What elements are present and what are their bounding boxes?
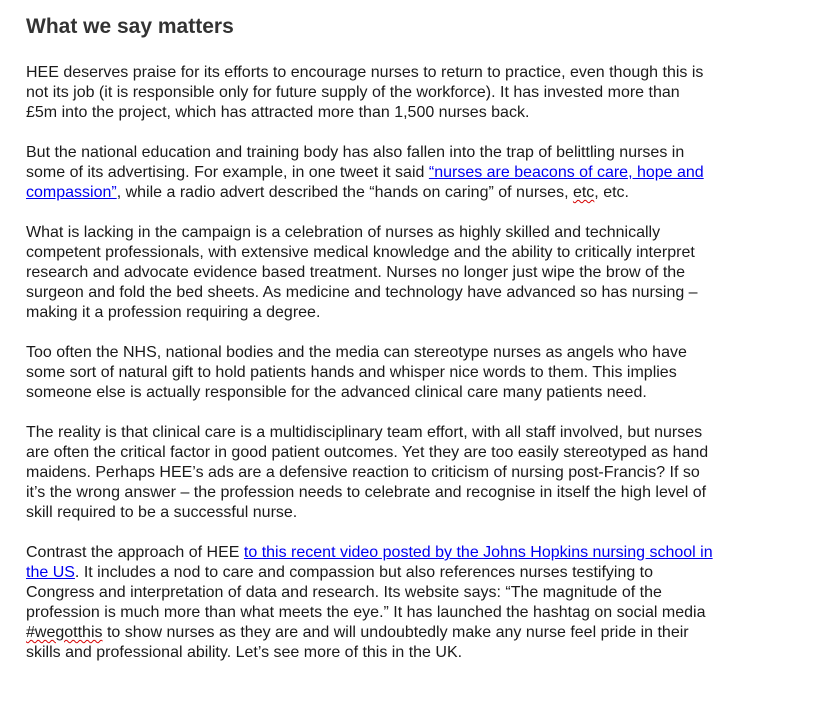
text-run: . It includes a nod to care and compassion but also references nurses testifying to <box>74 564 654 581</box>
text-run: some of its advertising. For example, in one tweet it said <box>26 164 429 181</box>
paragraph-line: skills and professional ability. Let’s see more of this in the UK. <box>26 644 463 661</box>
paragraph-1 <box>26 63 796 123</box>
paragraph-line: someone else is actually responsible for the advanced clinical care many patients need. <box>26 384 647 401</box>
johns-hopkins-video-link[interactable]: to this recent video posted by the Johns Hopkins nursing school in <box>243 544 713 561</box>
paragraph-line: £5m into the project, which has attracted more than 1,500 nurses back. <box>26 104 530 121</box>
paragraph-line: are often the critical factor in good patient outcomes. Yet they are too easily stereotyped as hand <box>26 444 709 461</box>
paragraph-line: Too often the NHS, national bodies and the media can stereotype nurses as angels who have <box>26 344 687 361</box>
paragraph-line <box>26 163 796 183</box>
paragraph-2 <box>26 143 796 203</box>
paragraph-line <box>26 183 796 203</box>
paragraph-3 <box>26 223 796 323</box>
page-title: What we say matters <box>26 15 234 38</box>
paragraph-line <box>26 543 796 563</box>
johns-hopkins-video-link-cont[interactable]: the US <box>26 564 75 581</box>
paragraph-line: competent professionals, with extensive medical knowledge and the ability to critically interpret <box>26 244 695 261</box>
paragraph-line: research and advocate evidence based treatment. Nurses no longer just wipe the brow of the <box>26 264 686 281</box>
spellcheck-word: etc <box>572 184 595 201</box>
paragraph-line: What is lacking in the campaign is a celebration of nurses as highly skilled and technically <box>26 224 661 241</box>
paragraph-line: it’s the wrong answer – the profession needs to celebrate and recognise in itself the high level of <box>26 484 707 501</box>
paragraph-line: making it a profession requiring a degree. <box>26 304 321 321</box>
text-run: Contrast the approach of HEE <box>26 544 244 561</box>
paragraph-line: skill required to be a successful nurse. <box>26 504 298 521</box>
paragraph-line: not its job (it is responsible only for future supply of the workforce). It has invested more than <box>26 84 680 101</box>
paragraph-line: maidens. Perhaps HEE’s ads are a defensive reaction to criticism of nursing post-Francis? If so <box>26 464 700 481</box>
paragraph-line: HEE deserves praise for its efforts to encourage nurses to return to practice, even though this is <box>26 64 704 81</box>
text-run: , while a radio advert described the “hands on caring” of nurses, <box>116 184 573 201</box>
paragraph-line: some sort of natural gift to hold patients hands and whisper nice words to them. This implies <box>26 364 677 381</box>
paragraph-line <box>26 623 796 643</box>
paragraph-line: Congress and interpretation of data and research. Its website says: “The magnitude of the <box>26 584 662 601</box>
paragraph-line: profession is much more than what meets the eye.” It has launched the hashtag on social media <box>26 604 706 621</box>
paragraph-line: The reality is that clinical care is a multidisciplinary team effort, with all staff involved, but nurses <box>26 424 703 441</box>
paragraph-4 <box>26 343 796 403</box>
paragraph-6 <box>26 543 796 663</box>
hashtag: #wegotthis <box>26 624 103 641</box>
paragraph-line: But the national education and training body has also fallen into the trap of belittling nurses in <box>26 144 685 161</box>
paragraph-line <box>26 563 796 583</box>
tweet-quote-link[interactable]: “nurses are beacons of care, hope and <box>428 164 704 181</box>
paragraph-line: surgeon and fold the bed sheets. As medicine and technology have advanced so has nursing – <box>26 284 698 301</box>
paragraph-5 <box>26 423 796 523</box>
document-body <box>26 14 796 683</box>
text-run: , etc. <box>594 184 629 201</box>
tweet-quote-link-cont[interactable]: compassion” <box>26 184 117 201</box>
text-run: to show nurses as they are and will undoubtedly make any nurse feel pride in their <box>102 624 689 641</box>
